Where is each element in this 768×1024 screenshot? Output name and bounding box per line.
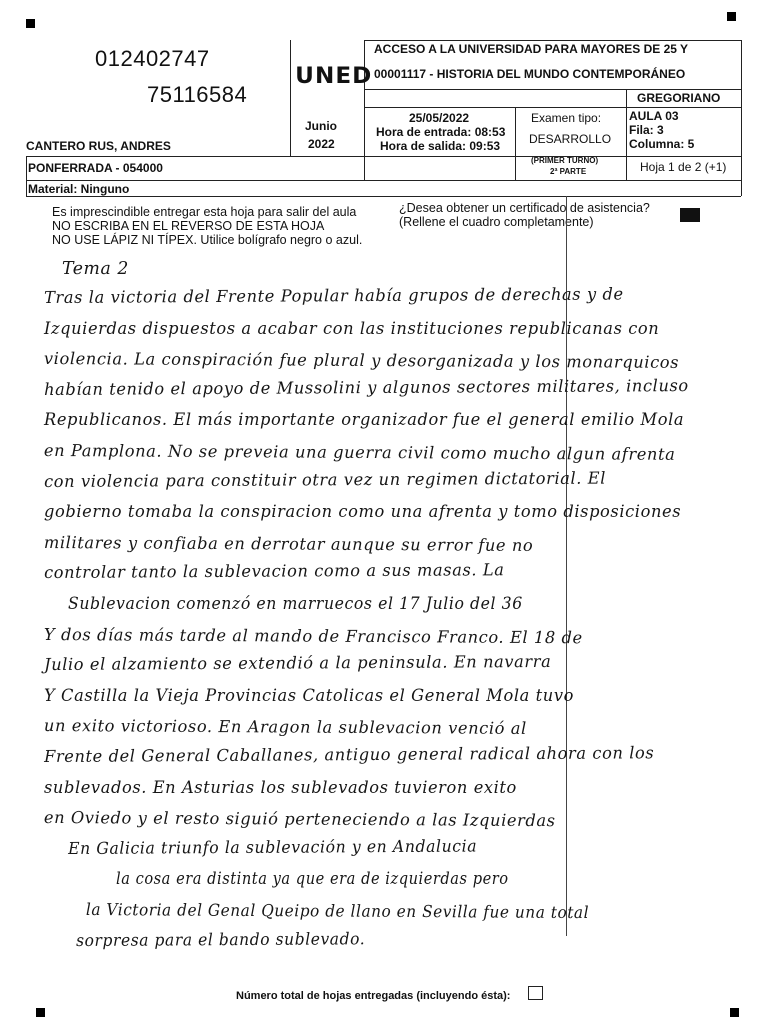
exam-type-label: Examen tipo: — [531, 111, 602, 125]
total-sheets-label: Número total de hojas entregadas (incluyendo ésta): — [236, 990, 511, 1002]
material-label: Material: Ninguno — [28, 182, 130, 196]
handwritten-line: gobierno tomaba la conspiracion como una afrenta y tomo disposiciones — [44, 502, 682, 522]
certificate-question: ¿Desea obtener un certificado de asistencia? — [399, 201, 650, 215]
session-month: Junio — [305, 119, 337, 133]
instruction-line-2: NO ESCRIBA EN EL REVERSO DE ESTA HOJA — [52, 219, 325, 233]
session-year: 2022 — [308, 137, 335, 151]
handwritten-line: en Oviedo y el resto siguió perteneciendo a las Izquierdas — [43, 808, 556, 831]
handwritten-line: sorpresa para el bando sublevado. — [76, 928, 366, 950]
handwritten-line: sublevados. En Asturias los sublevados tuvieron exito — [44, 777, 517, 797]
handwritten-line: Y dos días más tarde al mando de Francisco Franco. El 18 de — [43, 624, 583, 647]
handwritten-line: controlar tanto la sublevacion como a sus masas. La — [44, 560, 505, 583]
document-id-number: 75116584 — [147, 82, 248, 107]
handwritten-line: Y Castilla la Vieja Provincias Catolicas el General Mola tuvo — [44, 685, 574, 705]
handwritten-line: violencia. La conspiración fue plural y desorganizada y los monarquicos — [43, 349, 680, 373]
instruction-line-1: Es imprescindible entregar esta hoja para salir del aula — [52, 205, 357, 219]
uned-logo: UNED — [295, 64, 373, 89]
handwritten-line: un exito victorioso. En Aragon la sublevacion venció al — [43, 716, 527, 739]
exam-title: ACCESO A LA UNIVERSIDAD PARA MAYORES DE 25 Y — [374, 42, 689, 56]
certificate-hint: (Rellene el cuadro completamente) — [399, 215, 594, 229]
registration-mark-top-left — [26, 19, 35, 28]
handwritten-line: militares y confiaba en derrotar aunque su error fue no — [43, 532, 534, 555]
exit-time: Hora de salida: 09:53 — [380, 139, 501, 153]
instruction-line-3: NO USE LÁPIZ NI TÍPEX. Utilice bolígrafo negro o azul. — [52, 233, 363, 247]
certificate-checkbox[interactable] — [680, 208, 700, 222]
handwritten-line: la cosa era distinta ya que era de izquierdas pero — [116, 869, 509, 889]
exam-date: 25/05/2022 — [409, 111, 470, 125]
registration-mark-bottom-left — [36, 1008, 45, 1017]
exam-center: PONFERRADA - 054000 — [28, 161, 163, 175]
handwritten-line: Izquierdas dispuestos a acabar con las instituciones republicanas con — [44, 318, 660, 338]
handwritten-line: Tras la victoria del Frente Popular había grupos de derechas y de — [44, 284, 624, 307]
registration-mark-bottom-right — [730, 1008, 739, 1017]
answer-title: Tema 2 — [62, 258, 129, 279]
student-id-number: 012402747 — [95, 46, 210, 71]
handwritten-line: Sublevacion comenzó en marruecos el 17 Julio del 36 — [68, 594, 523, 613]
registration-mark-top-right — [727, 12, 736, 21]
room-number: AULA 03 — [629, 109, 679, 123]
handwritten-line: Julio el alzamiento se extendió a la peninsula. En navarra — [44, 652, 552, 675]
handwritten-line: la Victoria del Genal Queipo de llano en Sevilla fue una total — [85, 900, 590, 923]
exam-turn: (PRIMER TURNO) — [531, 156, 599, 165]
seat-row: Fila: 3 — [629, 123, 664, 137]
calendar-label: GREGORIANO — [637, 91, 721, 105]
seat-column: Columna: 5 — [629, 137, 695, 151]
handwritten-line: en Pamplona. No se preveia una guerra civil como mucho algun afrenta — [43, 441, 676, 464]
handwritten-line: habían tenido el apoyo de Mussolini y algunos sectores militares, incluso — [44, 375, 689, 399]
entry-time: Hora de entrada: 08:53 — [376, 125, 506, 139]
total-sheets-box[interactable] — [528, 986, 543, 1000]
page-counter: Hoja 1 de 2 (+1) — [640, 160, 727, 174]
handwritten-line: En Galicia triunfo la sublevación y en Andalucia — [68, 836, 478, 858]
student-name: CANTERO RUS, ANDRES — [26, 139, 171, 153]
subject-title: 00001117 - HISTORIA DEL MUNDO CONTEMPORÁNEO — [374, 67, 686, 81]
handwritten-line: Frente del General Caballanes, antiguo general radical ahora con los — [44, 743, 655, 766]
handwritten-line: con violencia para constituir otra vez un regimen dictatorial. El — [44, 468, 607, 491]
handwritten-line: Republicanos. El más importante organizador fue el general emilio Mola — [44, 410, 685, 430]
exam-part: 2ª PARTE — [550, 167, 587, 176]
exam-type: DESARROLLO — [529, 132, 612, 146]
